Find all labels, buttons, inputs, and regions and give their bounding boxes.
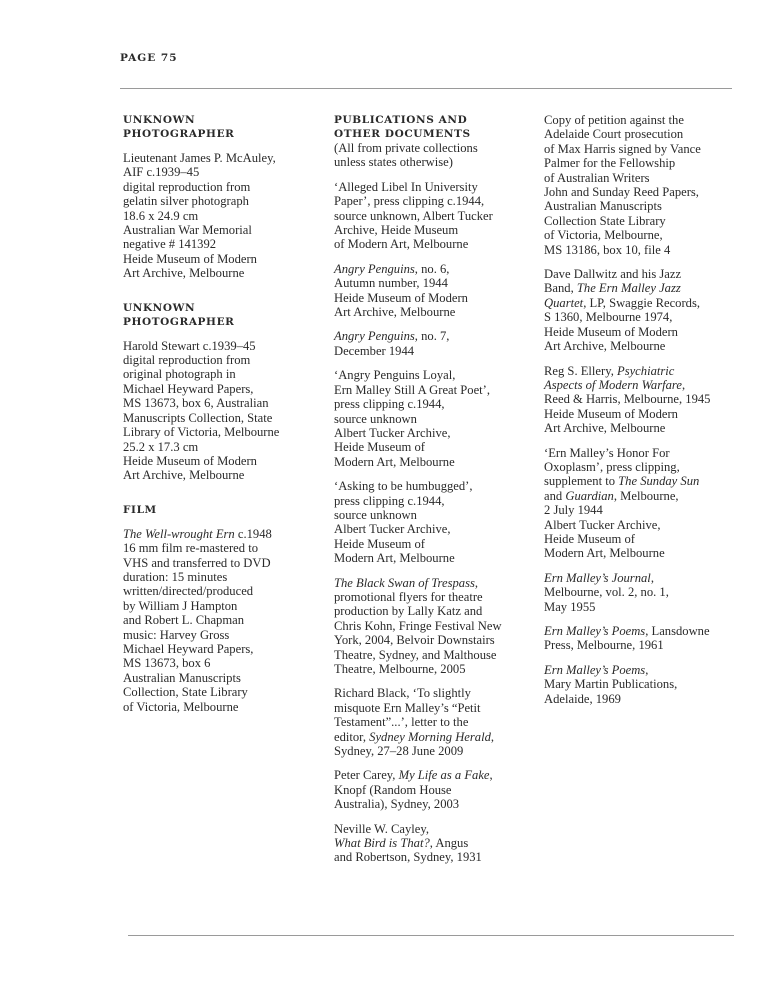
entry-line: S 1360, Melbourne 1974, [544,310,673,325]
entry-line: production by Lally Katz and [334,604,483,619]
bibliography-entry [544,571,744,614]
entry-line: Theatre, Sydney, and Malthouse [334,647,497,662]
bibliography-entry [544,663,744,706]
bibliography-entry [544,624,744,653]
heading-line: UNKNOWN [123,114,196,126]
entry-line: Australian War Memorial [123,223,252,238]
entry-line: editor, Sydney Morning Herald, [334,729,495,744]
entry-line: Art Archive, Melbourne [123,468,245,483]
entry-line: Angry Penguins, no. 6, [334,261,450,276]
entry-line: Harold Stewart c.1939–45 [123,338,256,353]
entry-line: What Bird is That?, Angus [334,836,469,851]
entry-line: Peter Carey, My Life as a Fake, [334,768,493,783]
entry-line: Heide Museum of Modern [334,290,468,305]
entry-line: press clipping c.1944, [334,397,445,412]
entry-line: Art Archive, Melbourne [334,305,456,320]
entry-line: Heide Museum of [334,440,425,455]
heading-line: FILM [123,503,157,516]
entry-line: 16 mm film re-mastered to [123,541,258,556]
entry-line: of Max Harris signed by Vance [544,141,701,156]
entry-line: of Victoria, Melbourne [123,699,239,714]
entry-line: duration: 15 minutes [123,569,228,584]
entry-line: Michael Heyward Papers, [123,641,254,656]
heading-line: OTHER DOCUMENTS [334,128,471,140]
entry-line: Albert Tucker Archive, [544,517,661,532]
entry-line: Press, Melbourne, 1961 [544,638,664,653]
film-title: The Well-wrought Ern [123,526,235,541]
entry-line: Copy of petition against the [544,113,684,127]
entry-line: ‘Alleged Libel In University [334,179,478,194]
entry-line: Art Archive, Melbourne [544,421,666,436]
entry-line: ‘Asking to be humbugged’, [334,479,473,494]
top-divider [120,88,732,89]
entry-line: music: Harvey Gross [123,627,230,642]
entry-line: Oxoplasm’, press clipping, [544,459,680,474]
entry-line: Collection, State Library [123,685,248,700]
entry-line: unless states otherwise) [334,155,453,170]
entry-line: MS 13673, box 6, Australian [123,396,269,411]
entry-line: Neville W. Cayley, [334,821,430,836]
entry-line: (All from private collections [334,141,478,155]
entry-line: John and Sunday Reed Papers, [544,185,699,200]
entry-line: Art Archive, Melbourne [544,339,666,354]
entry-line: Palmer for the Fellowship [544,156,676,171]
bibliography-entry [334,180,524,252]
publication-list [544,113,744,706]
entry-line: and Robert L. Chapman [123,613,245,628]
entry-line: Adelaide Court prosecution [544,127,684,142]
entry-line: Reed & Harris, Melbourne, 1945 [544,392,711,407]
entry-line: Heide Museum of Modern [544,324,678,339]
entry-line: Modern Art, Melbourne [334,454,455,469]
film-date: c.1948 [234,526,272,541]
bibliography-entry [544,113,744,257]
entry-line: of Australian Writers [544,170,650,185]
entry-line: Mary Martin Publications, [544,677,678,692]
entry-line: Knopf (Random House [334,782,452,797]
section-heading [123,113,313,141]
bibliography-entry [334,822,524,865]
entry-line: Chris Kohn, Fringe Festival New [334,618,502,633]
entry-line: promotional flyers for theatre [334,589,483,604]
entry-line: of Victoria, Melbourne, [544,228,663,243]
entry-line: 25.2 x 17.3 cm [123,439,199,454]
bibliography-entry [334,768,524,811]
entry-line: Autumn number, 1944 [334,276,448,291]
catalogue-entry [123,339,313,483]
section-heading [334,113,524,141]
publication-list [334,180,524,865]
entry-line: Paper’, press clipping c.1944, [334,194,485,209]
entry-line: Heide Museum of Modern [123,251,257,266]
entry-line: Quartet, LP, Swaggie Records, [544,295,701,310]
entry-line: and Robertson, Sydney, 1931 [334,850,482,865]
catalogue-entry [123,151,313,281]
column-3 [544,113,744,716]
entry-line: Ern Malley’s Poems, [544,662,649,677]
entry-line: MS 13186, box 10, file 4 [544,242,671,257]
entry-line: Albert Tucker Archive, [334,425,451,440]
section-heading [123,503,313,517]
section-heading [123,301,313,329]
entry-line: May 1955 [544,599,596,614]
bibliography-entry [334,576,524,677]
entry-line: Modern Art, Melbourne [334,551,455,566]
entry-line: Melbourne, vol. 2, no. 1, [544,585,669,600]
entry-line: Ern Malley Still A Great Poet’, [334,382,491,397]
bibliography-entry [544,364,744,436]
entry-line: Australian Manuscripts [123,670,241,685]
column-1 [123,113,313,714]
entry-line: Heide Museum of Modern [544,406,678,421]
entry-line: written/directed/produced [123,584,254,599]
entry-line: supplement to The Sunday Sun [544,474,700,489]
entry-line: source unknown [334,507,417,522]
entry-line: Angry Penguins, no. 7, [334,329,450,344]
entry-line: Australian Manuscripts [544,199,662,214]
entry-line: Australia), Sydney, 2003 [334,797,460,812]
entry-line: MS 13673, box 6 [123,656,211,671]
entry-line: Ern Malley’s Poems, Lansdowne [544,624,710,638]
entry-line: Library of Victoria, Melbourne [123,425,280,440]
bibliography-entry [334,479,524,565]
entry-line: original photograph in [123,367,236,382]
catalogue-entry [123,527,313,714]
entry-line: of Modern Art, Melbourne [334,237,469,252]
entry-line: ‘Angry Penguins Loyal, [334,368,456,383]
bibliography-entry [334,686,524,758]
column-2 [334,113,524,875]
entry-line: Richard Black, ‘To slightly [334,686,471,701]
entry-line: Dave Dallwitz and his Jazz [544,267,682,282]
entry-line: source unknown, Albert Tucker [334,208,493,223]
entry-line: Modern Art, Melbourne [544,546,665,561]
entry-line: Sydney, 27–28 June 2009 [334,744,464,759]
entry-line: misquote Ern Malley’s “Petit [334,700,481,715]
entry-line: The Black Swan of Trespass, [334,575,479,590]
entry-line: ‘Ern Malley’s Honor For [544,445,670,460]
entry-line: Heide Museum of Modern [123,453,257,468]
entry-line: Heide Museum of [334,536,425,551]
page-number: PAGE 75 [120,52,178,64]
heading-line: PHOTOGRAPHER [123,315,235,328]
entry-line: 2 July 1944 [544,503,603,518]
entry-line: and Guardian, Melbourne, [544,488,679,503]
entry-line: Archive, Heide Museum [334,223,459,238]
heading-line: UNKNOWN [123,301,196,314]
entry-line: source unknown [334,411,417,426]
entry-line: Michael Heyward Papers, [123,381,254,396]
entry-line: negative # 141392 [123,237,217,252]
entry-line: AIF c.1939–45 [123,165,200,180]
entry-line: Art Archive, Melbourne [123,266,245,281]
entry-line: 18.6 x 24.9 cm [123,208,199,223]
entry-line: Theatre, Melbourne, 2005 [334,662,466,676]
entry-line: Aspects of Modern Warfare, [544,377,686,392]
bibliography-entry [544,267,744,353]
bibliography-entry [334,262,524,320]
entry-line: Reg S. Ellery, Psychiatric [544,363,675,378]
entry-line: VHS and transferred to DVD [123,555,271,570]
entry-line: Heide Museum of [544,531,635,546]
entry-line [123,527,313,541]
entry-line: December 1944 [334,343,415,358]
entry-line: Lieutenant James P. McAuley, [123,151,276,165]
entry-line: Ern Malley’s Journal, [544,570,654,585]
bottom-divider [128,935,734,936]
entry-line: by William J Hampton [123,598,238,613]
entry-line: digital reproduction from [123,179,251,194]
heading-line: PUBLICATIONS AND [334,114,468,126]
entry-line: press clipping c.1944, [334,493,445,508]
entry-line: Manuscripts Collection, State [123,410,273,425]
entry-line: Collection State Library [544,213,666,228]
entry-line: Band, The Ern Malley Jazz [544,281,681,296]
bibliography-entry [544,446,744,561]
collection-note [334,141,524,170]
entry-line: digital reproduction from [123,353,251,368]
entry-line: Adelaide, 1969 [544,691,621,706]
entry-line: Testament”...’, letter to the [334,715,469,730]
entry-line: York, 2004, Belvoir Downstairs [334,633,495,648]
entry-line: Albert Tucker Archive, [334,522,451,537]
entry-line: gelatin silver photograph [123,194,249,209]
bibliography-entry [334,329,524,358]
bibliography-entry [334,368,524,469]
heading-line: PHOTOGRAPHER [123,128,235,140]
